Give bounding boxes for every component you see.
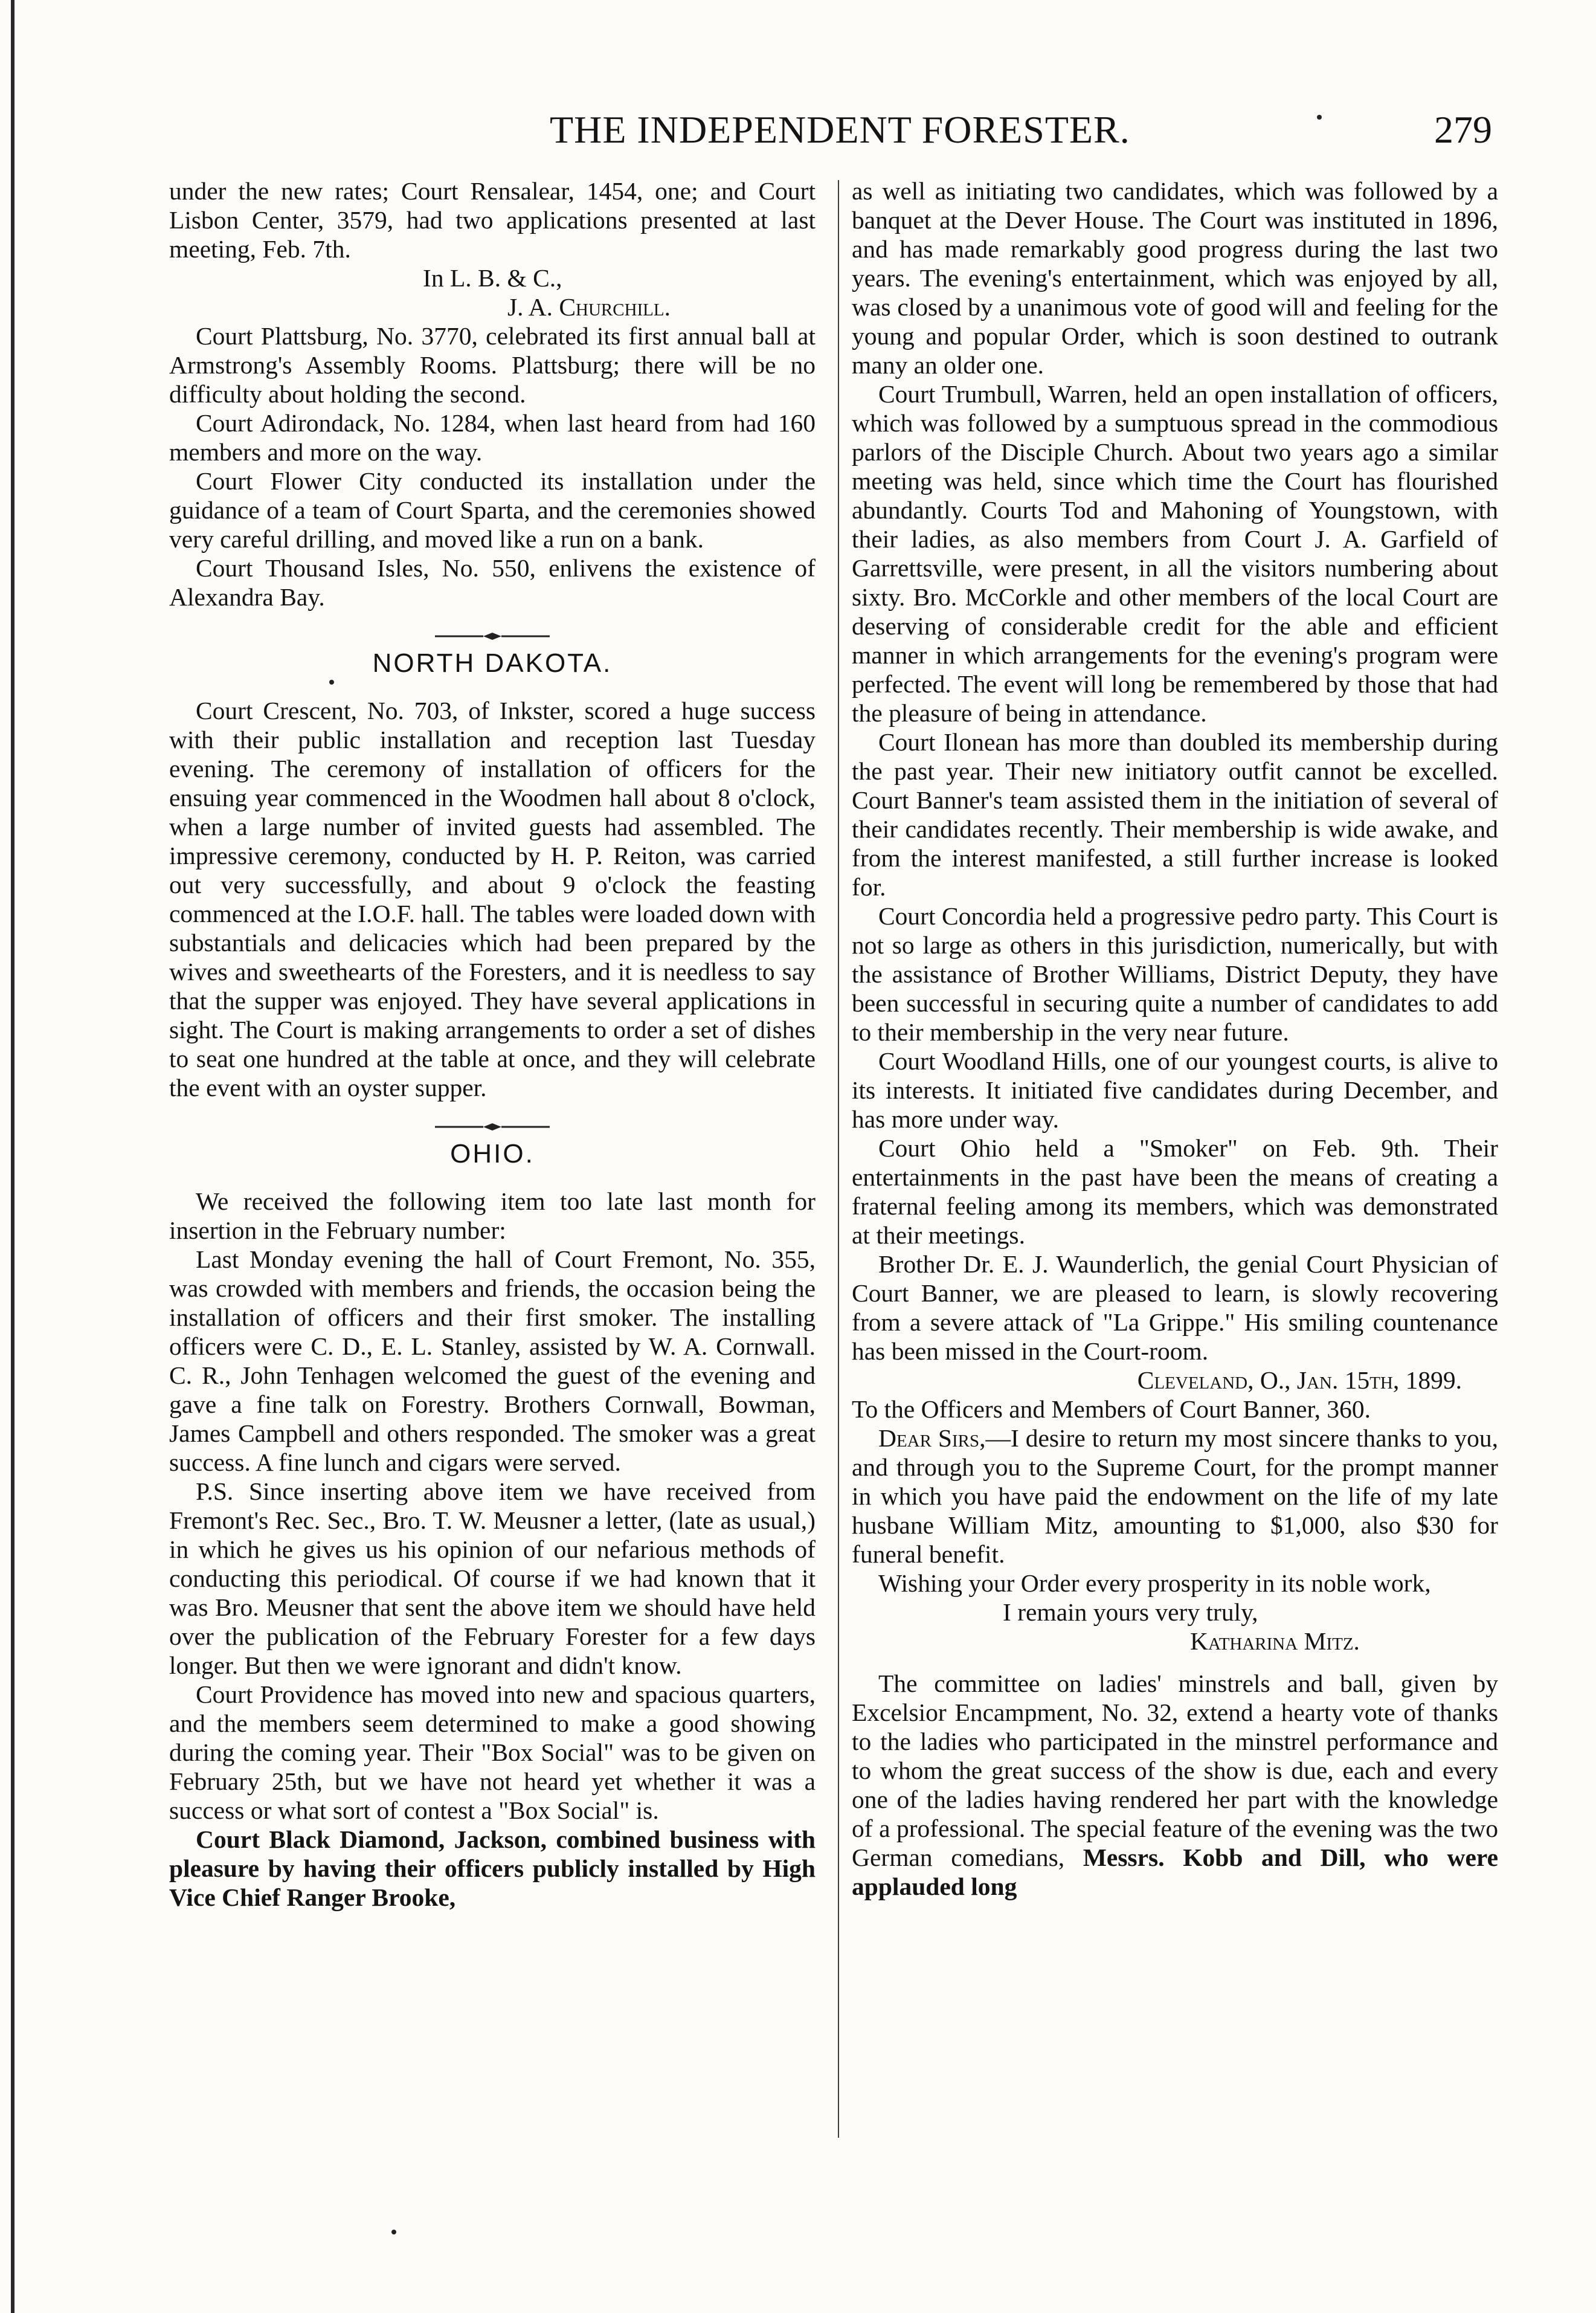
section-divider-ornament (435, 632, 550, 640)
paragraph: Court Concordia held a progressive pedro party. This Court is not so large as others in this jurisdiction, numerically, but with the assistance of Brother Williams, District Deputy, they have been successful in securing quite a number of candidates to add to their membership in the very near future. (852, 902, 1498, 1046)
paragraph: Court Black Diamond, Jackson, combined business with pleasure by having their officers publicly installed by High Vice Chief Ranger Brooke, (169, 1825, 816, 1911)
right-column (852, 176, 1498, 1901)
paragraph: We received the following item too late last month for insertion in the February number: (169, 1187, 816, 1244)
letter-closing: I remain yours very truly, (1003, 1598, 1258, 1626)
signature-closing: In L. B. & C., (423, 264, 562, 292)
section-heading-north-dakota: NORTH DAKOTA. (372, 648, 613, 678)
letter-salutation-line: To the Officers and Members of Court Banner, 360. (852, 1395, 1371, 1423)
section-heading-ohio: OHIO. (450, 1139, 535, 1169)
column-rule (838, 180, 839, 2138)
print-speck (329, 680, 334, 685)
print-speck (1317, 115, 1322, 120)
paragraph-bold-tail: Messrs. Kobb and Dill, who were applauded long (852, 1844, 1498, 1900)
letter-body-text: —I desire to return my most sincere thanks to you, and through you to the Supreme Court, for the prompt manner in which you have paid the endowment on the life of my late husbane William Mitz, amounting to $1,000, also $30 for funeral benefit. (852, 1424, 1498, 1568)
paragraph: Court Woodland Hills, one of our youngest courts, is alive to its interests. It initiated five candidates during December, and has more under way. (852, 1047, 1498, 1133)
paragraph: Court Thousand Isles, No. 550, enlivens the existence of Alexandra Bay. (169, 554, 816, 611)
paragraph: as well as initiating two candidates, which was followed by a banquet at the Dever House. The Court was instituted in 1896, and has made remarkably good progress during the last two years. The evening's entertainment, which was enjoyed by all, was closed by a unanimous vote of good will and feeling for the young and popular Order, which is soon destined to outrank many an older one. (852, 177, 1498, 379)
paragraph: Court Trumbull, Warren, held an open installation of officers, which was followed by a sumptuous spread in the commodious parlors of the Disciple Church. About two years ago a similar meeting was held, since which time the Court has flourished abundantly. Courts Tod and Mahoning of Youngstown, with their ladies, as also members from Court J. A. Garfield of Garrettsville, were present, in all the visitors numbering about sixty. Bro. McCorkle and other members of the local Court are deserving of considerable credit for the able and efficient manner in which arrangements for the evening's program were perfected. The event will long be remembered by those that had the pleasure of being in attendance. (852, 380, 1498, 727)
signature-name: J. A. Churchill. (507, 293, 671, 321)
paragraph: Last Monday evening the hall of Court Fremont, No. 355, was crowded with members and friends, the occasion being the installation of officers and their first smoker. The installing officers were C. D., E. L. Stanley, assisted by W. A. Cornwall. C. R., John Tenhagen welcomed the guest of the evening and gave a fine talk on Forestry. Brothers Cornwall, Bowman, James Campbell and others responded. The smoker was a great success. A fine lunch and cigars were served. (169, 1245, 816, 1476)
paragraph-text: The committee on ladies' minstrels and ball, given by Excelsior Encampment, No. 32, extend a hearty vote of thanks to the ladies who participated in the minstrel performance and to whom the great success of the show is due, each and every one of the ladies having rendered her part with the knowledge of a professional. The special feature of the evening was the two German comedians, (852, 1669, 1498, 1871)
running-title: THE INDEPENDENT FORESTER. (550, 108, 1130, 151)
paragraph: Brother Dr. E. J. Waunderlich, the genial Court Physician of Court Banner, we are pleased to learn, is slowly recovering from a severe attack of "La Grippe." His smiling countenance has been missed in the Court-room. (852, 1250, 1498, 1365)
paragraph: under the new rates; Court Rensalear, 1454, one; and Court Lisbon Center, 3579, had two applications presented at last meeting, Feb. 7th. (169, 177, 816, 263)
letter-body (852, 1424, 1498, 1569)
page-header (175, 103, 1492, 169)
paragraph: Court Ohio held a "Smoker" on Feb. 9th. Their entertainments in the past have been the means of creating a fraternal feeling among its members, which was demonstrated at their meetings. (852, 1134, 1498, 1249)
binding-edge (11, 0, 14, 2313)
paragraph: P.S. Since inserting above item we have received from Fremont's Rec. Sec., Bro. T. W. Meusner a letter, (late as usual,) in which he gives us his opinion of our nefarious methods of conducting this periodical. Of course if we had known that it was Bro. Meusner that sent the above item we should have held over the publication of the February Forester for a few days longer. But then we were ignorant and didn't know. (169, 1477, 816, 1679)
paragraph: Court Flower City conducted its installation under the guidance of a team of Court Sparta, and the ceremonies showed very careful drilling, and moved like a run on a bank. (169, 467, 816, 553)
page-number: 279 (1434, 108, 1492, 151)
paragraph (852, 1669, 1498, 1901)
paragraph: Wishing your Order every prosperity in its noble work, (878, 1569, 1431, 1597)
paragraph: Court Providence has moved into new and spacious quarters, and the members seem determined to make a good showing during the coming year. Their "Box Social" was to be given on February 25th, but we have not heard yet whether it was a success or what sort of contest a "Box Social" is. (169, 1680, 816, 1824)
paragraph: Court Ilonean has more than doubled its membership during the past year. Their new initiatory outfit cannot be excelled. Court Banner's team assisted them in the initiation of several of their candidates recently. Their membership is wide awake, and from the interest manifested, a still further increase is looked for. (852, 728, 1498, 901)
paragraph: Court Adirondack, No. 1284, when last heard from had 160 members and more on the way. (169, 409, 816, 466)
left-column (169, 176, 816, 1912)
letter-dateline: Cleveland, O., Jan. 15th, 1899. (1137, 1366, 1462, 1394)
letter-greeting: Dear Sirs, (878, 1424, 986, 1452)
paragraph: Court Plattsburg, No. 3770, celebrated its first annual ball at Armstrong's Assembly Rooms. Plattsburg; there will be no difficulty about holding the second. (169, 322, 816, 408)
section-divider-ornament (435, 1123, 550, 1131)
print-speck (391, 2230, 396, 2234)
letter-signature: Katharina Mitz. (1190, 1627, 1360, 1655)
paragraph: Court Crescent, No. 703, of Inkster, scored a huge success with their public installation and reception last Tuesday evening. The ceremony of installation of officers for the ensuing year commenced in the Woodmen hall about 8 o'clock, when a large number of invited guests had assembled. The impressive ceremony, conducted by H. P. Reiton, was carried out very successfully, and about 9 o'clock the feasting commenced at the I.O.F. hall. The tables were loaded down with substantials and delicacies which had been prepared by the wives and sweethearts of the Foresters, and it is needless to say that the supper was enjoyed. They have several applications in sight. The Court is making arrangements to order a set of dishes to seat one hundred at the table at once, and they will celebrate the event with an oyster supper. (169, 697, 816, 1102)
